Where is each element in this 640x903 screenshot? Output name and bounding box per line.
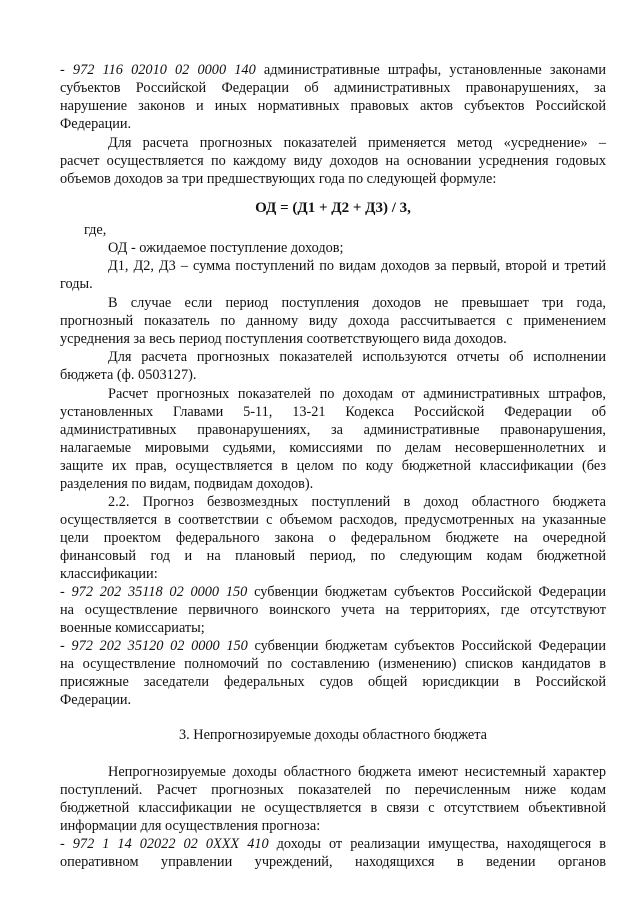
text-line: В случае если период поступления доходов не превышает три года, (108, 295, 606, 311)
text-line: информации для осуществления прогноза: (60, 818, 321, 834)
text-line: бюджета (ф. 0503127). (60, 367, 197, 383)
text-line: ОД - ожидаемое поступление доходов; (108, 240, 344, 256)
text-line (60, 638, 606, 656)
line-text: субвенции бюджетам субъектов Российской Федерации (247, 638, 606, 654)
formula: ОД = (Д1 + Д2 + Д3) / 3, (255, 200, 411, 216)
text-line: налагаемые мировыми судьями, комиссиями по делам несовершеннолетних и (60, 440, 606, 456)
text-line: административных правонарушениях, за административные правонарушения, (60, 422, 606, 438)
text-line: усреднения за весь период поступления соответствующего вида доходов. (60, 331, 507, 347)
text-line: цели проектом федерального закона о федеральном бюджете на очередной (60, 530, 606, 546)
text-line (60, 584, 606, 602)
line-text: доходы от реализации имущества, находящегося в (268, 836, 606, 852)
text-line: Для расчета прогнозных показателей используются отчеты об исполнении (108, 349, 606, 365)
text-line: оперативном управлении учреждений, находящихся в ведении органов (60, 854, 606, 870)
text-line: где, (84, 222, 107, 238)
text-line: прогнозный показатель по данному виду дохода рассчитывается с применением (60, 313, 606, 329)
text-line (60, 836, 606, 854)
line-text: субвенции бюджетам субъектов Российской Федерации (247, 584, 606, 600)
text-line: 2.2. Прогноз безвозмездных поступлений в доход областного бюджета (108, 494, 606, 510)
text-line: расчет осуществляется по каждому виду доходов на основании усреднения годовых (60, 153, 606, 169)
text-line: военные комиссариаты; (60, 620, 205, 636)
text-line: классификации: (60, 566, 158, 582)
text-line: Непрогнозируемые доходы областного бюджета имеют несистемный характер (108, 764, 606, 780)
text-line: осуществляется в соответствии с объемом расходов, предусмотренных на указанные (60, 512, 606, 528)
text-line: на осуществление первичного воинского учета на территориях, где отсутствуют (60, 602, 606, 618)
text-line: финансовый год и на плановый период, по следующим кодам бюджетной (60, 548, 606, 564)
text-line: годы. (60, 276, 93, 292)
text-line: разделения по видам, подвидам доходов). (60, 476, 314, 492)
text-line: защите их прав, осуществляется в целом по коду бюджетной классификации (без (60, 458, 606, 474)
text-line: Федерации. (60, 692, 132, 708)
budget-code: - 972 202 35120 02 0000 150 (60, 638, 248, 654)
budget-code: - 972 116 02010 02 0000 140 (60, 62, 256, 78)
text-line: Расчет прогнозных показателей по доходам от административных штрафов, (108, 386, 606, 402)
text-line: Д1, Д2, Д3 – сумма поступлений по видам доходов за первый, второй и третий (108, 258, 606, 274)
text-line: Федерации. (60, 116, 132, 132)
text-line: на осуществление полномочий по составлению (изменению) списков кандидатов в (60, 656, 606, 672)
text-line: нарушение законов и иных нормативных правовых актов субъектов Российской (60, 98, 606, 114)
section-heading: 3. Непрогнозируемые доходы областного бюджета (178, 727, 488, 743)
line-text: административные штрафы, установленные законами (255, 62, 606, 78)
text-line: присяжные заседатели федеральных судов общей юрисдикции в Российской (60, 674, 606, 690)
text-line (60, 62, 606, 80)
text-line: объемов доходов за три предшествующих года по следующей формуле: (60, 171, 497, 187)
text-line: поступлений. Расчет прогнозных показателей по перечисленным ниже кодам (60, 782, 606, 798)
budget-code: - 972 202 35118 02 0000 150 (60, 584, 248, 600)
text-line: субъектов Российской Федерации об административных правонарушениях, за (60, 80, 606, 96)
text-line: бюджетной классификации не осуществляется в связи с отсутствием объективной (60, 800, 606, 816)
budget-code: - 972 1 14 02022 02 0XXX 410 (60, 836, 269, 852)
text-line: установленных Главами 5-11, 13-21 Кодекса Российской Федерации об (60, 404, 606, 420)
text-line: Для расчета прогнозных показателей применяется метод «усреднение» – (108, 135, 606, 151)
